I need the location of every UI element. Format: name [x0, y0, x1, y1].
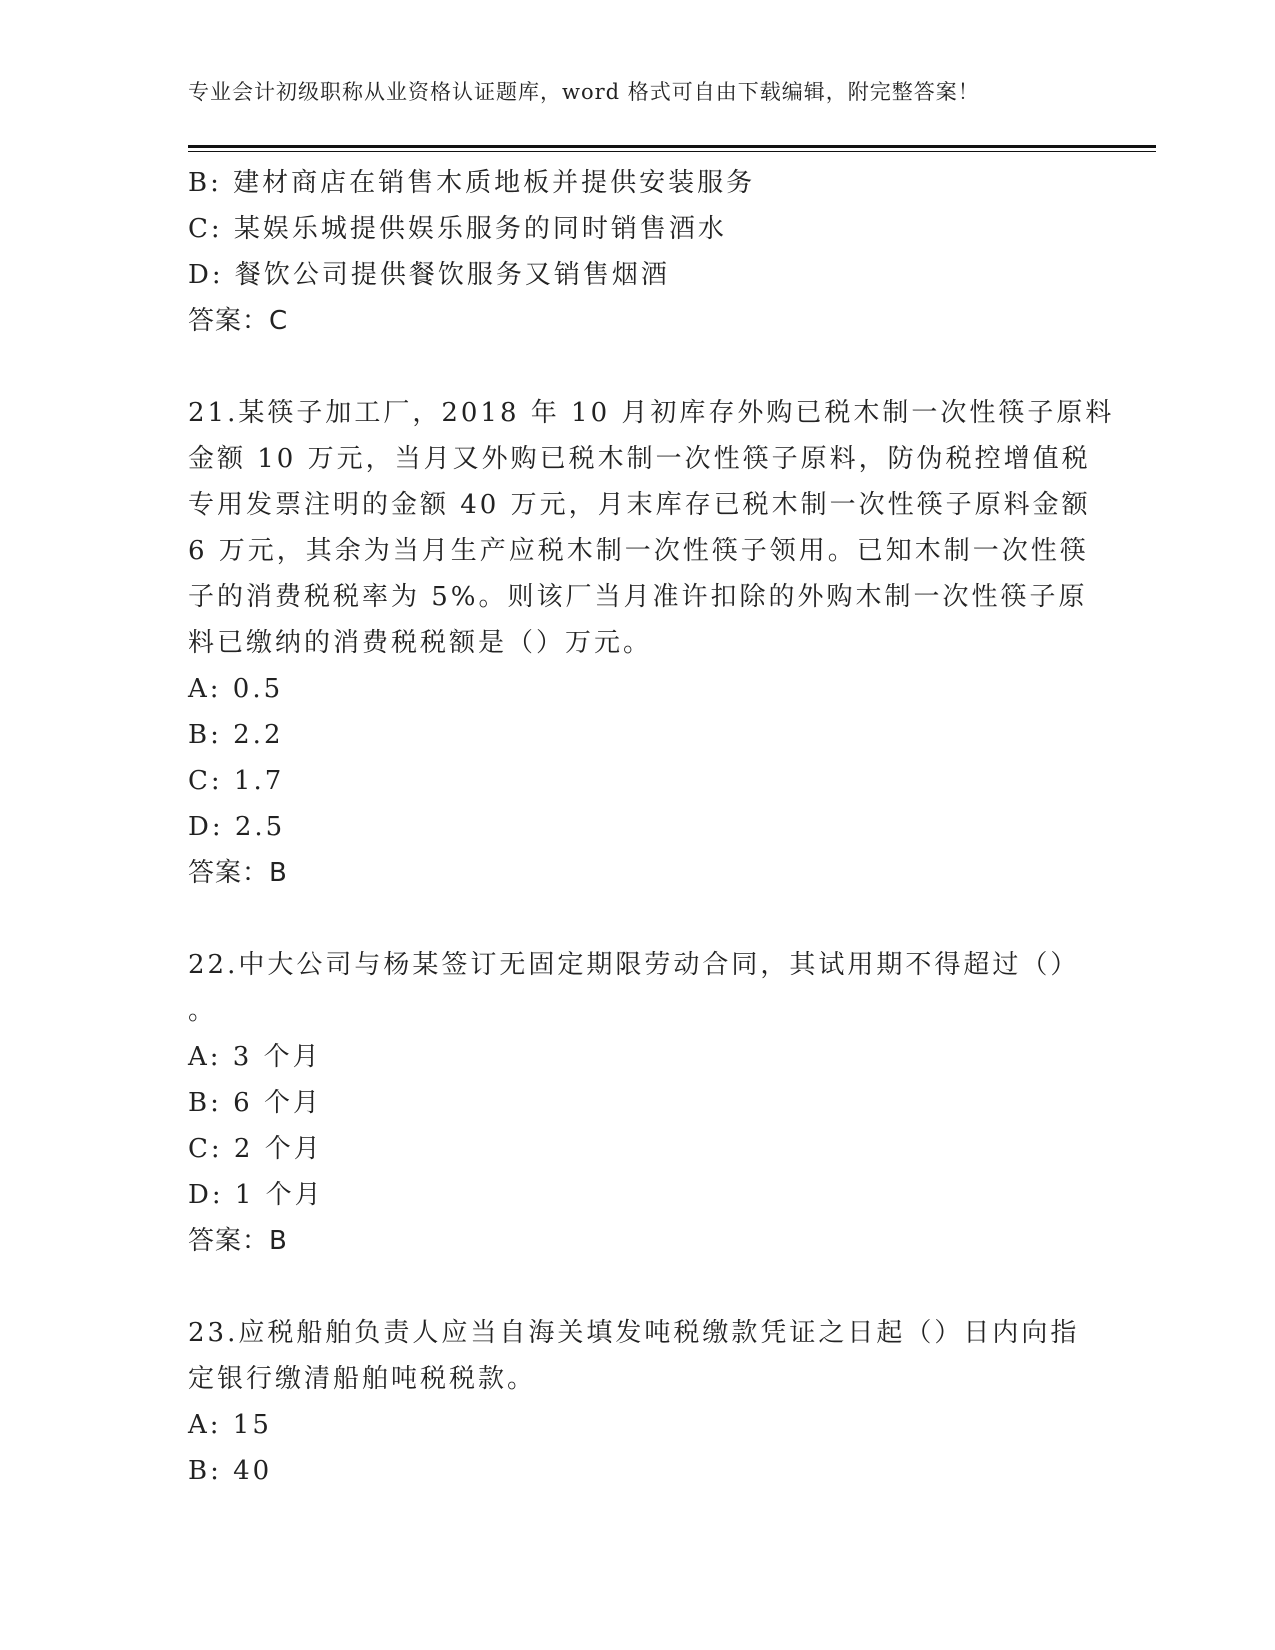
header-rule-thick — [188, 145, 1156, 148]
option-b: B: 40 — [188, 1456, 273, 1486]
answer: 答案：B — [188, 858, 288, 888]
question-text-line: 22.中大公司与杨某签订无固定期限劳动合同，其试用期不得超过（） — [188, 950, 1080, 980]
option-d: D: 2.5 — [188, 812, 286, 842]
prev-question — [188, 160, 1088, 344]
header-rule-thin — [188, 151, 1156, 152]
question-21 — [188, 390, 1115, 896]
option-a: A: 15 — [188, 1410, 272, 1440]
document-body — [188, 160, 1115, 1494]
answer: 答案：B — [188, 1226, 288, 1256]
question-text-line: 21.某筷子加工厂，2018 年 10 月初库存外购已税木制一次性筷子原料 — [188, 398, 1115, 428]
option-a: A: 0.5 — [188, 674, 284, 704]
question-text-line: 23.应税船舶负责人应当自海关填发吨税缴款凭证之日起（）日内向指 — [188, 1318, 1080, 1348]
option-b: B: 2.2 — [188, 720, 284, 750]
option-c: C: 1.7 — [188, 766, 285, 796]
question-text-line: 料已缴纳的消费税税额是（）万元。 — [188, 628, 653, 658]
question-text-line: 6 万元，其余为当月生产应税木制一次性筷子领用。已知木制一次性筷 — [188, 536, 1089, 566]
question-text-line: 。 — [188, 996, 218, 1026]
question-text-line: 金额 10 万元，当月又外购已税木制一次性筷子原料，防伪税控增值税 — [188, 444, 1091, 474]
question-text-line: 子的消费税税率为 5%。则该厂当月准许扣除的外购木制一次性筷子原 — [188, 582, 1088, 612]
question-text-line: 定银行缴清船舶吨税税款。 — [188, 1364, 537, 1394]
question-22 — [188, 942, 1088, 1264]
question-23 — [188, 1310, 1088, 1494]
option-d: D: 1 个月 — [188, 1180, 324, 1210]
question-text-line: 专用发票注明的金额 40 万元，月末库存已税木制一次性筷子原料金额 — [188, 490, 1091, 520]
option-b: B: 建材商店在销售木质地板并提供安装服务 — [188, 168, 756, 198]
option-d: D: 餐饮公司提供餐饮服务又销售烟酒 — [188, 260, 670, 290]
option-a: A: 3 个月 — [188, 1042, 322, 1072]
option-b: B: 6 个月 — [188, 1088, 322, 1118]
option-c: C: 2 个月 — [188, 1134, 323, 1164]
answer: 答案：C — [188, 306, 289, 336]
page-header: 专业会计初级职称从业资格认证题库，word 格式可自由下载编辑，附完整答案！ — [188, 80, 980, 104]
option-c: C: 某娱乐城提供娱乐服务的同时销售酒水 — [188, 214, 727, 244]
